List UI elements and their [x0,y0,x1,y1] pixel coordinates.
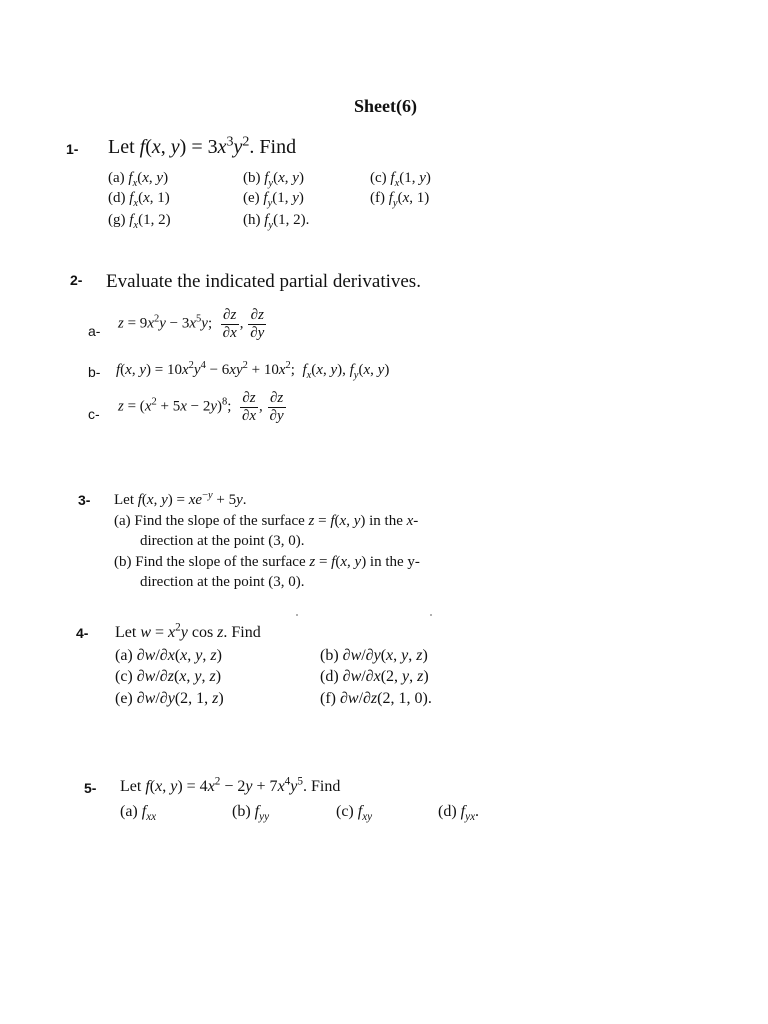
item-h: (h) $f_y(1$, 2). [243,212,310,231]
item-c: (c) $f_x(1$, y) [370,170,431,189]
question-intro: Let f(x, $y) = 4x^2 - 2y + 7x^4y^5$. Find [120,775,341,795]
question-intro: Let $w = x^2y$ cos z. Find [115,621,261,641]
question-number: 2- [70,272,83,288]
item-c: (c) ∂w/∂z(x, y, z) [115,668,222,685]
part-label-a: a- [88,323,101,339]
scan-speck [296,614,298,616]
part-b-line-1: (b) Find the slope of the surface z = f(x, y) in the y- [114,554,420,570]
part-a-line-2: direction at the point (3, 0). [140,533,305,549]
item-e: (e) ∂w/∂y(2, 1, z) [115,690,224,707]
part-label-b: b- [88,364,101,380]
item-b: (b) ∂w/∂y(x, y, z) [320,647,428,664]
item-d: (d) $f_{yx}$. [438,803,480,824]
item-d: (d) $f_x(x$, 1) [108,190,170,209]
item-a: (a) ∂w/∂x(x, y, z) [115,647,222,664]
item-a: (a) $f_x(x$, y) [108,170,169,189]
item-c: (c) $f_{xy}$ [336,803,373,824]
question-intro: Evaluate the indicated partial derivatives. [106,271,421,292]
part-b-expression: f(x, $y) = 10x^2y^4 - 6xy^2 + 10x^2$; $f_x(x$, y), $f_y(x$, y) [116,360,390,381]
scan-speck [430,614,432,616]
item-d: (d) ∂w/∂x(2, y, z) [320,668,429,685]
part-a-line-1: (a) Find the slope of the surface z = f(x, y) in the x- [114,513,419,529]
part-b-line-2: direction at the point (3, 0). [140,574,305,590]
question-intro: Let f(x, $y) = xe^{-y} + 5y$. [114,490,247,508]
question-number: 5- [84,780,97,796]
part-c-expression: $z = (x^2 + 5x - 2y)^8$; $\frac{\partial z}{\partial x}$ , $\frac{\partial z}{\partial y}$ [118,390,284,424]
item-f: (f) $f_y(x$, 1) [370,190,430,209]
question-number: 1- [66,141,79,157]
item-g: (g) $f_x(1$, 2) [108,212,171,231]
item-b: (b) $f_{yy}$ [232,803,270,824]
sheet-title: Sheet(6) [354,96,417,116]
item-f: (f) ∂w/∂z(2, 1, 0). [320,690,432,707]
question-number: 3- [78,492,91,508]
question-number: 4- [76,625,89,641]
item-e: (e) $f_y(1$, y) [243,190,304,209]
item-a: (a) $f_{xx}$ [120,803,157,824]
part-label-c: c- [88,406,100,422]
item-b: (b) $f_y(x$, y) [243,170,304,189]
question-intro: Let f(x, $y) = 3x^3y^2$. Find [108,134,297,158]
part-a-expression: $z = 9x^2y - 3x^5y$; $\frac{\partial z}{\partial x}$ , $\frac{\partial z}{\partial y}$ [118,307,265,341]
